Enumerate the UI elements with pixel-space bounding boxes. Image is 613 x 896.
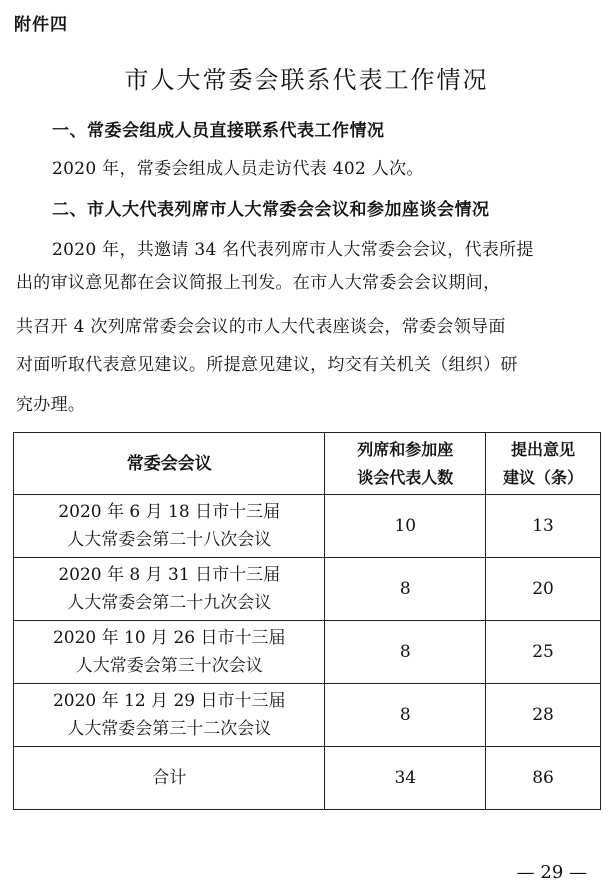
table-row	[14, 495, 601, 558]
meeting-name: 人大常委会第二十九次会议	[67, 593, 272, 613]
meeting-date: 2020 年 6 月 18 日市十三届	[58, 502, 281, 522]
section2-line-3: 共召开 4 次列席常委会会议的市人大代表座谈会，常委会领导面	[16, 317, 506, 337]
header-meeting: 常委会会议	[14, 433, 325, 495]
suggestions-cell: 28	[486, 684, 601, 747]
table-row	[14, 621, 601, 684]
table-total-row	[14, 747, 601, 810]
section2-line-2: 出的审议意见都在会议简报上刊发。在市人大常委会会议期间，	[16, 273, 501, 293]
header-suggestions	[486, 433, 601, 495]
table-header-row	[14, 433, 601, 495]
header-attendees-line1: 列席和参加座	[357, 439, 454, 459]
meetings-table	[13, 432, 601, 810]
meeting-cell	[14, 495, 325, 558]
total-suggestions: 86	[486, 747, 601, 810]
annex-label: 附件四	[14, 15, 68, 35]
attendees-cell: 8	[325, 558, 486, 621]
header-attendees-line2: 谈会代表人数	[357, 467, 454, 487]
meeting-name: 人大常委会第三十二次会议	[67, 719, 272, 739]
table-row	[14, 684, 601, 747]
suggestions-cell: 20	[486, 558, 601, 621]
header-suggestions-line1: 提出意见	[511, 439, 576, 459]
meeting-name: 人大常委会第二十八次会议	[67, 530, 272, 550]
section2-line-5: 究办理。	[16, 395, 86, 415]
suggestions-cell: 13	[486, 495, 601, 558]
meeting-date: 2020 年 12 月 29 日市十三届	[52, 691, 286, 711]
attendees-cell: 8	[325, 684, 486, 747]
total-attendees: 34	[325, 747, 486, 810]
meeting-cell	[14, 621, 325, 684]
table-row	[14, 558, 601, 621]
attendees-cell: 10	[325, 495, 486, 558]
section2-heading: 二、市人大代表列席市人大常委会会议和参加座谈会情况	[52, 200, 490, 220]
header-suggestions-line2: 建议（条）	[503, 467, 584, 487]
meeting-cell	[14, 684, 325, 747]
section1-text: 2020 年，常委会组成人员走访代表 402 人次。	[52, 159, 424, 179]
section1-heading: 一、常委会组成人员直接联系代表工作情况	[52, 121, 385, 141]
section2-line-1: 2020 年，共邀请 34 名代表列席市人大常委会会议，代表所提	[52, 240, 534, 260]
page-number: — 29 —	[516, 862, 587, 883]
attendees-cell: 8	[325, 621, 486, 684]
document-title: 市人大常委会联系代表工作情况	[124, 66, 489, 94]
total-label: 合计	[14, 747, 325, 810]
meeting-cell	[14, 558, 325, 621]
meeting-date: 2020 年 10 月 26 日市十三届	[52, 628, 286, 648]
header-attendees	[325, 433, 486, 495]
meeting-name: 人大常委会第三十次会议	[75, 656, 263, 676]
suggestions-cell: 25	[486, 621, 601, 684]
meeting-date: 2020 年 8 月 31 日市十三届	[58, 565, 281, 585]
section2-line-4: 对面听取代表意见建议。所提意见建议，均交有关机关（组织）研	[16, 355, 518, 375]
